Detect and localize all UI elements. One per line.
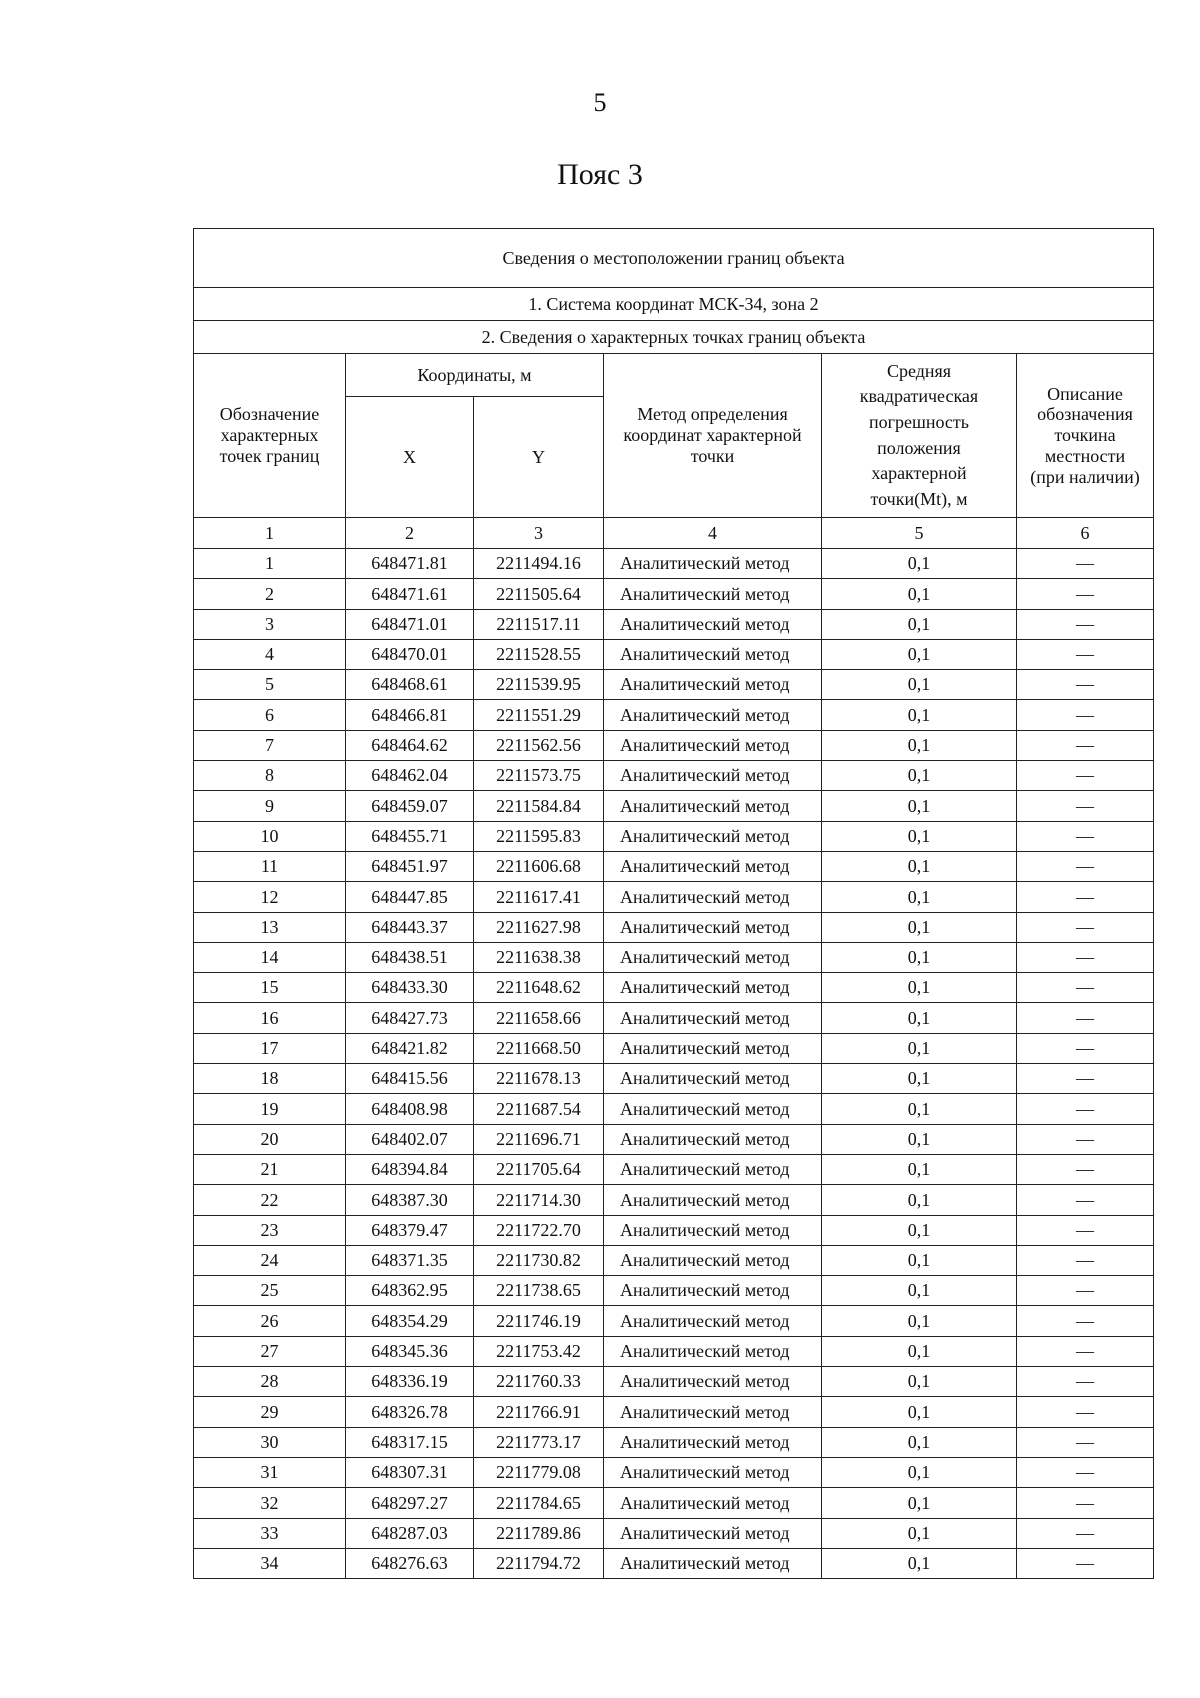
header-x: X [346,397,474,518]
method-cell: Аналитический метод [604,1185,822,1215]
description-cell: — [1017,942,1154,972]
method-cell: Аналитический метод [604,1306,822,1336]
method-cell: Аналитический метод [604,851,822,881]
x-coordinate-cell: 648421.82 [346,1033,474,1063]
table-row [194,1548,1154,1578]
x-coordinate-cell: 648455.71 [346,821,474,851]
point-number-cell: 2 [194,579,346,609]
point-number-cell: 27 [194,1336,346,1366]
table-row [194,851,1154,881]
method-cell: Аналитический метод [604,1548,822,1578]
y-coordinate-cell: 2211789.86 [474,1518,604,1548]
y-coordinate-cell: 2211551.29 [474,700,604,730]
boundary-points-table [193,228,1154,1579]
zone-title: Пояс 3 [557,158,643,191]
y-coordinate-cell: 2211584.84 [474,791,604,821]
description-cell: — [1017,1488,1154,1518]
x-coordinate-cell: 648468.61 [346,670,474,700]
x-coordinate-cell: 648276.63 [346,1548,474,1578]
x-coordinate-cell: 648464.62 [346,730,474,760]
x-coordinate-cell: 648447.85 [346,882,474,912]
table-row [194,942,1154,972]
table-row [194,1397,1154,1427]
x-coordinate-cell: 648459.07 [346,791,474,821]
x-coordinate-cell: 648362.95 [346,1276,474,1306]
method-cell: Аналитический метод [604,882,822,912]
description-cell: — [1017,851,1154,881]
method-cell: Аналитический метод [604,1245,822,1275]
y-coordinate-cell: 2211760.33 [474,1367,604,1397]
description-cell: — [1017,1427,1154,1457]
column-number: 3 [474,518,604,549]
description-cell: — [1017,579,1154,609]
y-coordinate-cell: 2211562.56 [474,730,604,760]
description-cell: — [1017,549,1154,579]
mean-error-cell: 0,1 [822,1185,1017,1215]
table-row [194,973,1154,1003]
x-coordinate-cell: 648354.29 [346,1306,474,1336]
mean-error-cell: 0,1 [822,639,1017,669]
point-number-cell: 22 [194,1185,346,1215]
x-coordinate-cell: 648307.31 [346,1457,474,1487]
description-cell: — [1017,1397,1154,1427]
x-coordinate-cell: 648297.27 [346,1488,474,1518]
method-cell: Аналитический метод [604,791,822,821]
table-row [194,1488,1154,1518]
y-coordinate-cell: 2211638.38 [474,942,604,972]
header-coordinates: Координаты, м [346,354,604,397]
table-row [194,1124,1154,1154]
header-description: Описание обозначения точкина местности (при наличии) [1017,354,1154,518]
mean-error-cell: 0,1 [822,1276,1017,1306]
x-coordinate-cell: 648287.03 [346,1518,474,1548]
y-coordinate-cell: 2211573.75 [474,761,604,791]
method-cell: Аналитический метод [604,579,822,609]
y-coordinate-cell: 2211779.08 [474,1457,604,1487]
table-body [194,229,1154,1579]
table-row [194,761,1154,791]
mean-error-cell: 0,1 [822,821,1017,851]
x-coordinate-cell: 648394.84 [346,1154,474,1184]
y-coordinate-cell: 2211595.83 [474,821,604,851]
y-coordinate-cell: 2211517.11 [474,609,604,639]
column-number: 4 [604,518,822,549]
x-coordinate-cell: 648443.37 [346,912,474,942]
table-row [194,670,1154,700]
description-cell: — [1017,791,1154,821]
mean-error-cell: 0,1 [822,609,1017,639]
mean-error-cell: 0,1 [822,670,1017,700]
point-number-cell: 34 [194,1548,346,1578]
point-number-cell: 5 [194,670,346,700]
table-title-row [194,229,1154,288]
description-cell: — [1017,1306,1154,1336]
description-cell: — [1017,912,1154,942]
coordinate-system-row [194,288,1154,321]
table-row [194,1245,1154,1275]
method-cell: Аналитический метод [604,1457,822,1487]
description-cell: — [1017,821,1154,851]
x-coordinate-cell: 648387.30 [346,1185,474,1215]
mean-error-cell: 0,1 [822,1488,1017,1518]
table-row [194,1185,1154,1215]
point-number-cell: 28 [194,1367,346,1397]
mean-error-cell: 0,1 [822,1064,1017,1094]
x-coordinate-cell: 648471.81 [346,549,474,579]
y-coordinate-cell: 2211696.71 [474,1124,604,1154]
x-coordinate-cell: 648415.56 [346,1064,474,1094]
description-cell: — [1017,1457,1154,1487]
points-section-title: 2. Сведения о характерных точках границ объекта [194,321,1154,354]
point-number-cell: 19 [194,1094,346,1124]
point-number-cell: 20 [194,1124,346,1154]
description-cell: — [1017,670,1154,700]
description-cell: — [1017,1548,1154,1578]
column-number: 2 [346,518,474,549]
x-coordinate-cell: 648345.36 [346,1336,474,1366]
mean-error-cell: 0,1 [822,1245,1017,1275]
header-y: Y [474,397,604,518]
method-cell: Аналитический метод [604,821,822,851]
method-cell: Аналитический метод [604,942,822,972]
point-number-cell: 4 [194,639,346,669]
y-coordinate-cell: 2211505.64 [474,579,604,609]
x-coordinate-cell: 648402.07 [346,1124,474,1154]
y-coordinate-cell: 2211730.82 [474,1245,604,1275]
x-coordinate-cell: 648371.35 [346,1245,474,1275]
description-cell: — [1017,609,1154,639]
table-row [194,821,1154,851]
y-coordinate-cell: 2211606.68 [474,851,604,881]
table-row [194,609,1154,639]
method-cell: Аналитический метод [604,1518,822,1548]
point-number-cell: 10 [194,821,346,851]
method-cell: Аналитический метод [604,1003,822,1033]
y-coordinate-cell: 2211722.70 [474,1215,604,1245]
x-coordinate-cell: 648336.19 [346,1367,474,1397]
x-coordinate-cell: 648317.15 [346,1427,474,1457]
mean-error-cell: 0,1 [822,1457,1017,1487]
y-coordinate-cell: 2211687.54 [474,1094,604,1124]
table-row [194,1518,1154,1548]
method-cell: Аналитический метод [604,1064,822,1094]
point-number-cell: 31 [194,1457,346,1487]
description-cell: — [1017,882,1154,912]
table-row [194,1367,1154,1397]
method-cell: Аналитический метод [604,1276,822,1306]
point-number-cell: 17 [194,1033,346,1063]
column-number: 5 [822,518,1017,549]
description-cell: — [1017,1185,1154,1215]
description-cell: — [1017,1336,1154,1366]
point-number-cell: 3 [194,609,346,639]
method-cell: Аналитический метод [604,549,822,579]
table-row [194,639,1154,669]
description-cell: — [1017,1215,1154,1245]
point-number-cell: 1 [194,549,346,579]
table-row [194,1064,1154,1094]
table-row [194,1033,1154,1063]
point-number-cell: 13 [194,912,346,942]
y-coordinate-cell: 2211668.50 [474,1033,604,1063]
mean-error-cell: 0,1 [822,1094,1017,1124]
mean-error-cell: 0,1 [822,700,1017,730]
y-coordinate-cell: 2211617.41 [474,882,604,912]
table-row [194,1306,1154,1336]
y-coordinate-cell: 2211746.19 [474,1306,604,1336]
description-cell: — [1017,1064,1154,1094]
table-row [194,700,1154,730]
mean-error-cell: 0,1 [822,1367,1017,1397]
point-number-cell: 11 [194,851,346,881]
header-designation: Обозначение характерных точек границ [194,354,346,518]
point-number-cell: 9 [194,791,346,821]
description-cell: — [1017,1003,1154,1033]
mean-error-cell: 0,1 [822,791,1017,821]
page-number: 5 [593,88,607,117]
mean-error-cell: 0,1 [822,1124,1017,1154]
point-number-cell: 33 [194,1518,346,1548]
table-row [194,730,1154,760]
table-row [194,1094,1154,1124]
mean-error-cell: 0,1 [822,1215,1017,1245]
mean-error-cell: 0,1 [822,549,1017,579]
method-cell: Аналитический метод [604,973,822,1003]
y-coordinate-cell: 2211648.62 [474,973,604,1003]
point-number-cell: 18 [194,1064,346,1094]
point-number-cell: 7 [194,730,346,760]
mean-error-cell: 0,1 [822,1306,1017,1336]
table-row [194,791,1154,821]
description-cell: — [1017,1124,1154,1154]
description-cell: — [1017,1094,1154,1124]
mean-error-cell: 0,1 [822,1154,1017,1184]
mean-error-cell: 0,1 [822,761,1017,791]
method-cell: Аналитический метод [604,1124,822,1154]
mean-error-cell: 0,1 [822,1033,1017,1063]
description-cell: — [1017,1245,1154,1275]
method-cell: Аналитический метод [604,700,822,730]
table-row [194,1427,1154,1457]
coordinate-system: 1. Система координат МСК-34, зона 2 [194,288,1154,321]
y-coordinate-cell: 2211784.65 [474,1488,604,1518]
column-number-row [194,518,1154,549]
x-coordinate-cell: 648408.98 [346,1094,474,1124]
table-row [194,1003,1154,1033]
description-cell: — [1017,1518,1154,1548]
x-coordinate-cell: 648433.30 [346,973,474,1003]
method-cell: Аналитический метод [604,761,822,791]
method-cell: Аналитический метод [604,1367,822,1397]
mean-error-cell: 0,1 [822,882,1017,912]
mean-error-cell: 0,1 [822,942,1017,972]
mean-error-cell: 0,1 [822,1518,1017,1548]
column-number: 6 [1017,518,1154,549]
mean-error-cell: 0,1 [822,730,1017,760]
point-number-cell: 16 [194,1003,346,1033]
point-number-cell: 23 [194,1215,346,1245]
description-cell: — [1017,1367,1154,1397]
method-cell: Аналитический метод [604,670,822,700]
method-cell: Аналитический метод [604,1094,822,1124]
mean-error-cell: 0,1 [822,912,1017,942]
point-number-cell: 30 [194,1427,346,1457]
mean-error-cell: 0,1 [822,1548,1017,1578]
mean-error-cell: 0,1 [822,973,1017,1003]
point-number-cell: 25 [194,1276,346,1306]
x-coordinate-cell: 648438.51 [346,942,474,972]
table-row [194,1154,1154,1184]
method-cell: Аналитический метод [604,1397,822,1427]
point-number-cell: 32 [194,1488,346,1518]
x-coordinate-cell: 648379.47 [346,1215,474,1245]
x-coordinate-cell: 648471.01 [346,609,474,639]
x-coordinate-cell: 648470.01 [346,639,474,669]
y-coordinate-cell: 2211714.30 [474,1185,604,1215]
mean-error-cell: 0,1 [822,851,1017,881]
table-row [194,912,1154,942]
column-number: 1 [194,518,346,549]
method-cell: Аналитический метод [604,609,822,639]
table-row [194,1215,1154,1245]
mean-error-cell: 0,1 [822,1003,1017,1033]
description-cell: — [1017,761,1154,791]
point-number-cell: 24 [194,1245,346,1275]
description-cell: — [1017,973,1154,1003]
y-coordinate-cell: 2211678.13 [474,1064,604,1094]
point-number-cell: 29 [194,1397,346,1427]
header-method: Метод определения координат характерной точки [604,354,822,518]
point-number-cell: 8 [194,761,346,791]
y-coordinate-cell: 2211753.42 [474,1336,604,1366]
x-coordinate-cell: 648451.97 [346,851,474,881]
method-cell: Аналитический метод [604,1427,822,1457]
mean-error-cell: 0,1 [822,1336,1017,1366]
y-coordinate-cell: 2211658.66 [474,1003,604,1033]
table-row [194,549,1154,579]
method-cell: Аналитический метод [604,730,822,760]
x-coordinate-cell: 648427.73 [346,1003,474,1033]
x-coordinate-cell: 648466.81 [346,700,474,730]
method-cell: Аналитический метод [604,1033,822,1063]
x-coordinate-cell: 648471.61 [346,579,474,609]
point-number-cell: 15 [194,973,346,1003]
y-coordinate-cell: 2211627.98 [474,912,604,942]
y-coordinate-cell: 2211773.17 [474,1427,604,1457]
table-row [194,1457,1154,1487]
point-number-cell: 26 [194,1306,346,1336]
y-coordinate-cell: 2211528.55 [474,639,604,669]
method-cell: Аналитический метод [604,639,822,669]
table-row [194,1336,1154,1366]
table-row [194,1276,1154,1306]
table-row [194,882,1154,912]
y-coordinate-cell: 2211766.91 [474,1397,604,1427]
points-section-row [194,321,1154,354]
description-cell: — [1017,730,1154,760]
method-cell: Аналитический метод [604,912,822,942]
table-title: Сведения о местоположении границ объекта [194,229,1154,288]
column-header-row [194,354,1154,397]
method-cell: Аналитический метод [604,1154,822,1184]
method-cell: Аналитический метод [604,1215,822,1245]
table-row [194,579,1154,609]
description-cell: — [1017,700,1154,730]
y-coordinate-cell: 2211794.72 [474,1548,604,1578]
y-coordinate-cell: 2211539.95 [474,670,604,700]
description-cell: — [1017,1276,1154,1306]
y-coordinate-cell: 2211494.16 [474,549,604,579]
y-coordinate-cell: 2211738.65 [474,1276,604,1306]
point-number-cell: 6 [194,700,346,730]
description-cell: — [1017,1154,1154,1184]
description-cell: — [1017,639,1154,669]
method-cell: Аналитический метод [604,1488,822,1518]
point-number-cell: 12 [194,882,346,912]
x-coordinate-cell: 648326.78 [346,1397,474,1427]
method-cell: Аналитический метод [604,1336,822,1366]
point-number-cell: 21 [194,1154,346,1184]
header-mean-error: Средняя квадратическая погрешность положения характерной точки(Mt), м [822,354,1017,518]
mean-error-cell: 0,1 [822,1397,1017,1427]
mean-error-cell: 0,1 [822,579,1017,609]
mean-error-cell: 0,1 [822,1427,1017,1457]
x-coordinate-cell: 648462.04 [346,761,474,791]
y-coordinate-cell: 2211705.64 [474,1154,604,1184]
description-cell: — [1017,1033,1154,1063]
point-number-cell: 14 [194,942,346,972]
